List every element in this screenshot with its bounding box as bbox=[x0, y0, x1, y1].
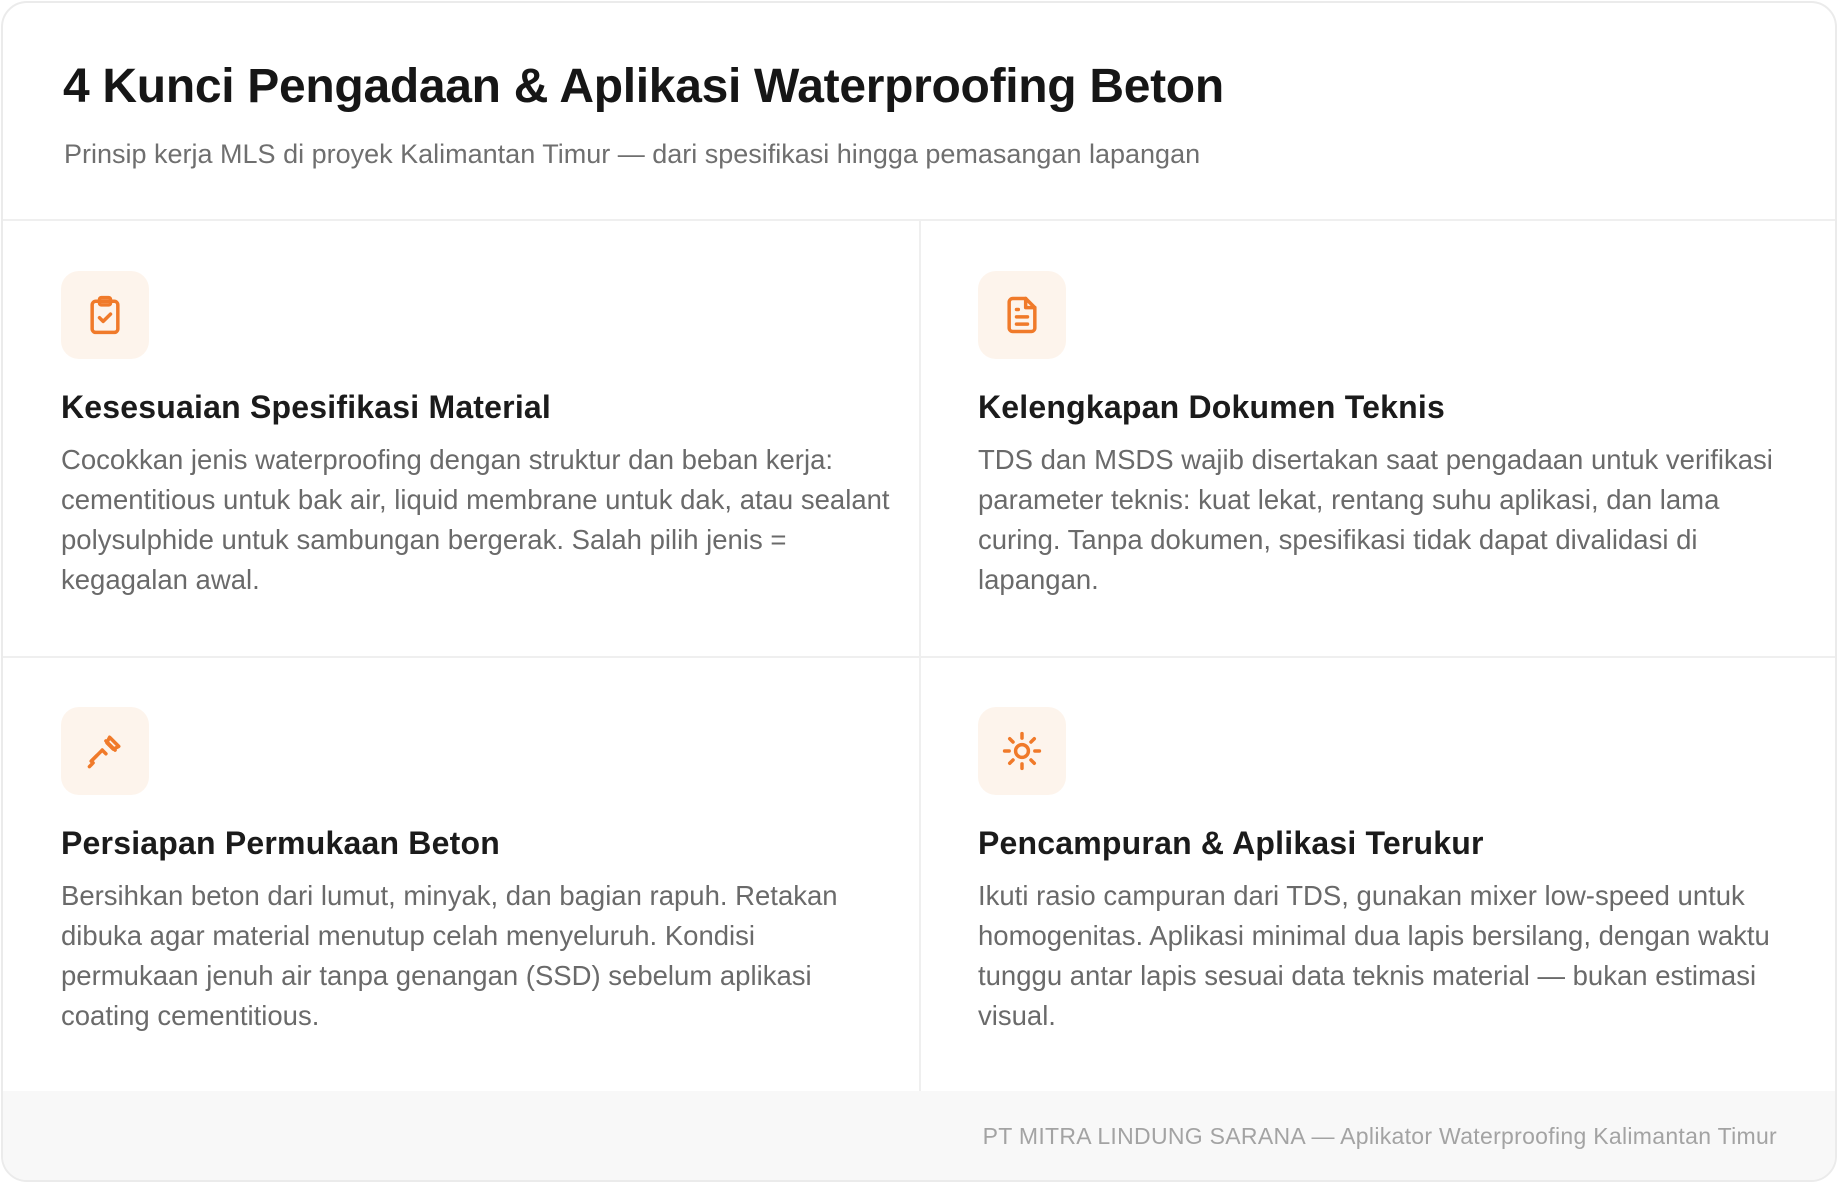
item-description: TDS dan MSDS wajib disertakan saat pengadaan untuk verifikasi parameter teknis: kuat lekat, rentang suhu aplikasi, dan lama curing. Tanpa dokumen, spesifikasi tidak dapat divalidasi di lapangan. bbox=[978, 444, 1773, 595]
icon-badge bbox=[978, 707, 1066, 795]
key-item-material-spec bbox=[61, 271, 921, 600]
item-title: Kelengkapan Dokumen Teknis bbox=[978, 389, 1445, 425]
key-item-mixing-application bbox=[978, 707, 1837, 1036]
sun-icon bbox=[1000, 729, 1044, 773]
page-subtitle: Prinsip kerja MLS di proyek Kalimantan Timur — dari spesifikasi hingga pemasangan lapangan bbox=[64, 139, 1201, 169]
item-title: Persiapan Permukaan Beton bbox=[61, 825, 500, 861]
infographic-card bbox=[1, 1, 1837, 1182]
header bbox=[3, 3, 1835, 221]
icon-badge bbox=[61, 707, 149, 795]
page-title: 4 Kunci Pengadaan & Aplikasi Waterproofing Beton bbox=[63, 60, 1224, 113]
row-divider bbox=[3, 656, 1835, 658]
footer bbox=[3, 1091, 1835, 1182]
footer-company-credit: PT MITRA LINDUNG SARANA — Aplikator Waterproofing Kalimantan Timur bbox=[982, 1123, 1777, 1149]
key-item-surface-prep bbox=[61, 707, 921, 1036]
icon-badge bbox=[61, 271, 149, 359]
item-description: Bersihkan beton dari lumut, minyak, dan bagian rapuh. Retakan dibuka agar material menutup celah menyeluruh. Kondisi permukaan jenuh air tanpa genangan (SSD) sebelum aplikasi coating cementitious. bbox=[61, 880, 838, 1031]
icon-badge bbox=[978, 271, 1066, 359]
trowel-icon bbox=[83, 729, 127, 773]
item-description: Cocokkan jenis waterproofing dengan struktur dan beban kerja: cementitious untuk bak air, liquid membrane untuk dak, atau sealant polysulphide untuk sambungan bergerak. Salah pilih jenis = kegagalan awal. bbox=[61, 444, 890, 595]
item-title: Kesesuaian Spesifikasi Material bbox=[61, 389, 551, 425]
key-item-technical-docs bbox=[978, 271, 1837, 600]
item-description: Ikuti rasio campuran dari TDS, gunakan mixer low-speed untuk homogenitas. Aplikasi minimal dua lapis bersilang, dengan waktu tunggu antar lapis sesuai data teknis material — bukan estimasi visual. bbox=[978, 880, 1770, 1031]
document-icon bbox=[1000, 293, 1044, 337]
clipboard-check-icon bbox=[83, 293, 127, 337]
item-title: Pencampuran & Aplikasi Terukur bbox=[978, 825, 1484, 861]
